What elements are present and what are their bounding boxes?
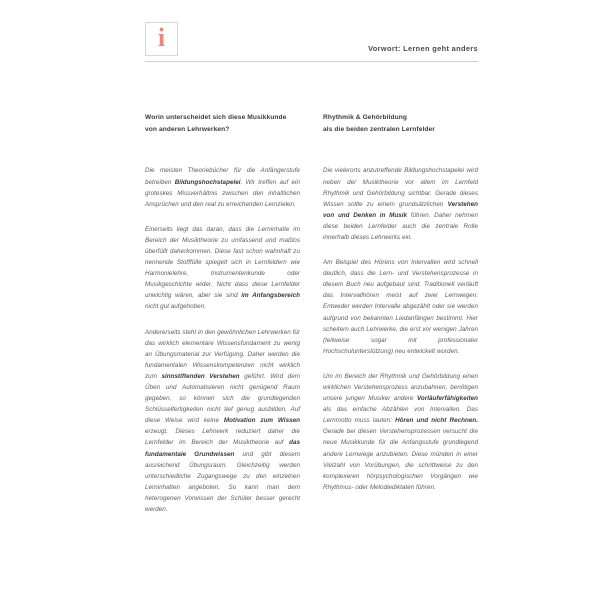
right-paragraph-1 <box>323 165 478 243</box>
text-run: Andererseits steht in den gewöhnlichen Lehrwerken für das wirklich elementare Wissensfundament zu wenig an Übungsmaterial zur Verfügung. Daher werden die fundamentalen Wissenskompetenzen nicht wirklich zum <box>145 328 300 380</box>
emphasis-bildungshochstapelei: Bildungshochstapelei <box>174 178 241 186</box>
text-run: Einerseits liegt das daran, dass die Lerninhalte im Bereich der Musiktheorie zu umfassend und maßlos überfüllt daherkommen. Diese fast schon wahnhaft zu nennende Stofffülle spiegelt sich in Lernfeldern wie Harmonielehre, Instrumentenkunde oder Musikgeschichte wider. Nicht dass diese Lernfelder unwichtig wären, aber sie sind <box>145 225 300 300</box>
text-run: und gibt diesem ausreichend Übungsraum. Gleichzeitig werden unterschiedliche Zugangswege zu den einzelnen Lerninhalten angeboten. So kann man dem heterogenen Vorwissen der Schüler besser gerecht werden. <box>145 450 300 514</box>
info-icon <box>145 22 178 56</box>
right-paragraph-3 <box>323 371 478 493</box>
emphasis-vorlaeuferfaehigkeiten: Vorläuferfähigkeiten <box>416 395 478 403</box>
emphasis-sinnstiftendes-verstehen: sinnstiftenden Verstehen <box>161 372 240 380</box>
info-icon-glyph: i <box>157 23 166 52</box>
left-paragraph-1 <box>145 165 300 209</box>
text-run: führen. Daher nehmen diese beiden Lernfelder auch die zentrale Rolle innerhalb dieses Lehrwerks ein. <box>323 211 478 241</box>
page-header <box>145 20 478 62</box>
text-run: Die meisten Theoriebücher für die Anfängerstufe betreiben <box>145 167 300 186</box>
left-paragraph-3 <box>145 327 300 516</box>
left-heading-line-1: Worin unterscheidet sich diese Musikkunde <box>145 114 287 121</box>
right-heading-line-2: als die beiden zentralen Lernfelder <box>323 126 435 134</box>
text-run: Gerade bei diesen Verstehensprozessen versucht die neue Musikkunde für die Anfangsstufe grundlegend andere Lernwege anzubieten. Diese münden in einer Vielzahl von Vorübungen, die schrittweise zu den komplexeren hörpsychologischen Vorgängen wie Rhythmus- oder Melodiediktaten führen. <box>323 428 478 491</box>
text-run: . Wir treffen auf ein groteskes Missverhältnis zwischen den inhaltlichen Ansprüchen und den real zu erreichenden Lernzielen. <box>145 178 300 208</box>
text-run: geführt. Wird dem Üben und Automatisieren nicht genügend Raum gegeben, so können sich die grundlegenden Schlüsselfertigkeiten nicht tief genug ausbilden. Auf diese Weise wird keine <box>145 372 300 425</box>
right-column <box>323 112 478 515</box>
right-paragraph-2: Am Beispiel des Hörens von Intervallen wird schnell deutlich, dass die Lern- und Verstehensprozesse in diesem Buch neu aufgebaut sind. Traditionell verläuft das Intervallhören meist auf zwei Lernwegen: Entweder werden Intervalle abgezählt oder sie werden aufgrund von bekannten Liedanfängen bestimmt. Hier scheitern auch Lehrwerke, die erst vor wenigen Jahren (teilweise sogar mit professionaler Hochschulunterstützung) neu entwickelt wurden. <box>323 259 478 355</box>
emphasis-hoeren-und-nicht-rechnen: Hören und nicht Rechnen. <box>395 417 479 425</box>
left-column <box>145 112 300 515</box>
page-title: Vorwort: Lernen geht anders <box>368 44 478 53</box>
emphasis-anfangsbereich: im Anfangsbereich <box>241 292 300 300</box>
text-run: Die vielerorts anzutreffende Bildungshochstapelei wird neben der Musiktheorie vor allem im Lernfeld Rhythmik und Gehörbildung sichtbar. Gerade dieses Wissen sollte zu einem grundsätzlichen <box>323 167 478 208</box>
text-run: als das einfache Abzählen von Intervallen. Das Lernmotto muss lauten: <box>323 406 478 425</box>
emphasis-verstehen-von-und-denken-in-musik: Verstehen von und Denken in Musik <box>323 200 478 219</box>
left-paragraph-2 <box>145 224 300 313</box>
emphasis-fundamentales-grundwissen: das fundamentale Grundwissen <box>145 439 300 458</box>
right-column-heading <box>323 112 478 136</box>
text-run: nicht gut aufgehoben. <box>145 303 206 311</box>
header-divider <box>145 61 478 62</box>
text-run: erzeugt. Dieses Lehrwerk reduziert daher die Lernfelder im Bereich der Musiktheorie auf <box>145 428 300 447</box>
content-columns <box>145 112 478 515</box>
text-run: Um im Bereich der Rhythmik und Gehörbildung einen wirklichen Verstehensprozess anzubahnen, benötigen unsere jungen Musiker andere <box>323 372 478 403</box>
emphasis-motivation-zum-wissen: Motivation zum Wissen <box>223 417 300 425</box>
right-heading-line-1: Rhythmik & Gehörbildung <box>323 114 407 121</box>
left-column-heading <box>145 112 300 136</box>
left-heading-line-2: von anderen Lehrwerken? <box>145 126 230 134</box>
